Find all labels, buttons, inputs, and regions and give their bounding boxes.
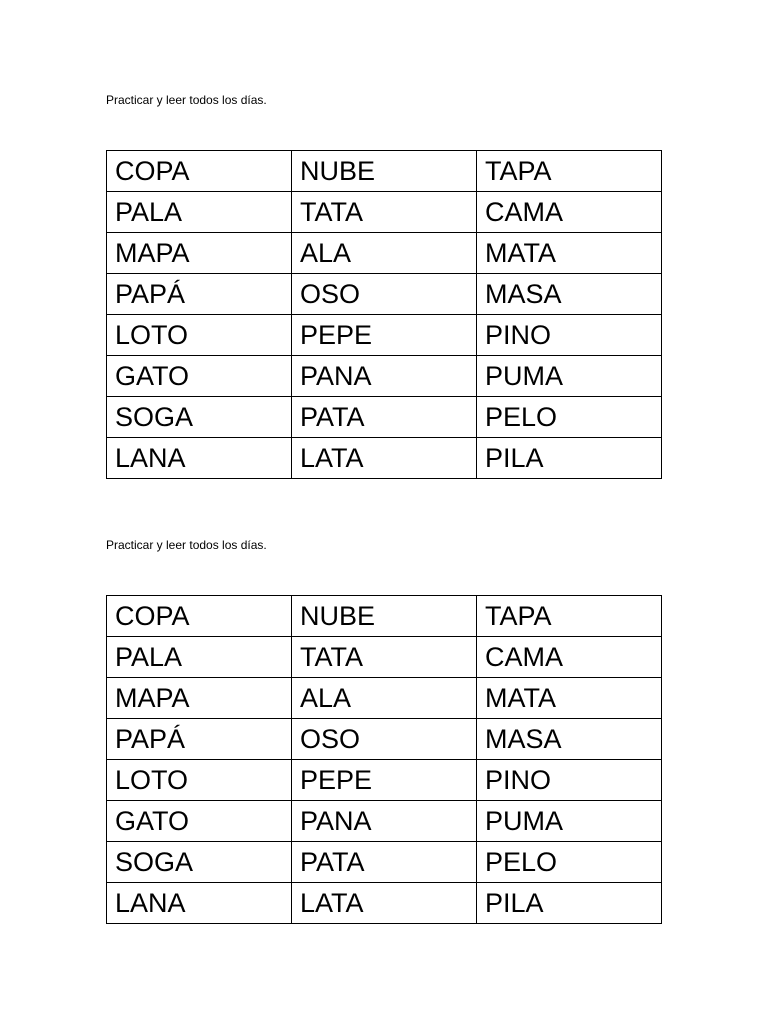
word-cell: SOGA [107, 842, 292, 883]
word-cell: PILA [477, 438, 662, 479]
word-cell: PINO [477, 760, 662, 801]
word-cell: PAPÁ [107, 719, 292, 760]
word-cell: MATA [477, 678, 662, 719]
word-cell: MAPA [107, 678, 292, 719]
table-row [107, 356, 662, 397]
table-row [107, 637, 662, 678]
worksheet-section-1 [106, 92, 661, 473]
word-cell: MAPA [107, 233, 292, 274]
word-cell: PELO [477, 397, 662, 438]
word-cell: TATA [292, 637, 477, 678]
table-row [107, 883, 662, 924]
word-cell: LANA [107, 438, 292, 479]
table-row [107, 801, 662, 842]
word-table [106, 595, 662, 924]
table-row [107, 842, 662, 883]
word-cell: PALA [107, 637, 292, 678]
word-cell: PANA [292, 801, 477, 842]
table-row [107, 233, 662, 274]
word-cell: MASA [477, 719, 662, 760]
word-cell: TAPA [477, 596, 662, 637]
word-cell: NUBE [292, 596, 477, 637]
word-cell: OSO [292, 719, 477, 760]
word-cell: PUMA [477, 801, 662, 842]
table-row [107, 397, 662, 438]
word-cell: COPA [107, 596, 292, 637]
instruction-text: Practicar y leer todos los días. [106, 93, 267, 107]
table-row [107, 315, 662, 356]
word-cell: CAMA [477, 637, 662, 678]
table-row [107, 596, 662, 637]
word-cell: ALA [292, 678, 477, 719]
word-cell: ALA [292, 233, 477, 274]
word-cell: PILA [477, 883, 662, 924]
word-cell: PATA [292, 397, 477, 438]
word-cell: GATO [107, 356, 292, 397]
word-table [106, 150, 662, 479]
table-row [107, 192, 662, 233]
word-table-body [107, 151, 662, 479]
word-cell: PANA [292, 356, 477, 397]
word-cell: PELO [477, 842, 662, 883]
worksheet-section-2 [106, 537, 661, 918]
word-cell: COPA [107, 151, 292, 192]
table-row [107, 151, 662, 192]
instruction-text: Practicar y leer todos los días. [106, 538, 267, 552]
word-cell: PAPÁ [107, 274, 292, 315]
word-cell: TAPA [477, 151, 662, 192]
word-cell: PINO [477, 315, 662, 356]
word-cell: SOGA [107, 397, 292, 438]
word-cell: MASA [477, 274, 662, 315]
word-cell: LANA [107, 883, 292, 924]
word-cell: GATO [107, 801, 292, 842]
word-cell: TATA [292, 192, 477, 233]
word-cell: LATA [292, 438, 477, 479]
word-cell: PEPE [292, 760, 477, 801]
word-cell: MATA [477, 233, 662, 274]
word-cell: LATA [292, 883, 477, 924]
word-cell: CAMA [477, 192, 662, 233]
word-cell: LOTO [107, 760, 292, 801]
word-cell: PATA [292, 842, 477, 883]
table-row [107, 678, 662, 719]
word-cell: NUBE [292, 151, 477, 192]
word-cell: PUMA [477, 356, 662, 397]
word-cell: LOTO [107, 315, 292, 356]
table-row [107, 438, 662, 479]
table-row [107, 719, 662, 760]
word-cell: PEPE [292, 315, 477, 356]
table-row [107, 274, 662, 315]
word-cell: PALA [107, 192, 292, 233]
word-table-body [107, 596, 662, 924]
word-cell: OSO [292, 274, 477, 315]
table-row [107, 760, 662, 801]
